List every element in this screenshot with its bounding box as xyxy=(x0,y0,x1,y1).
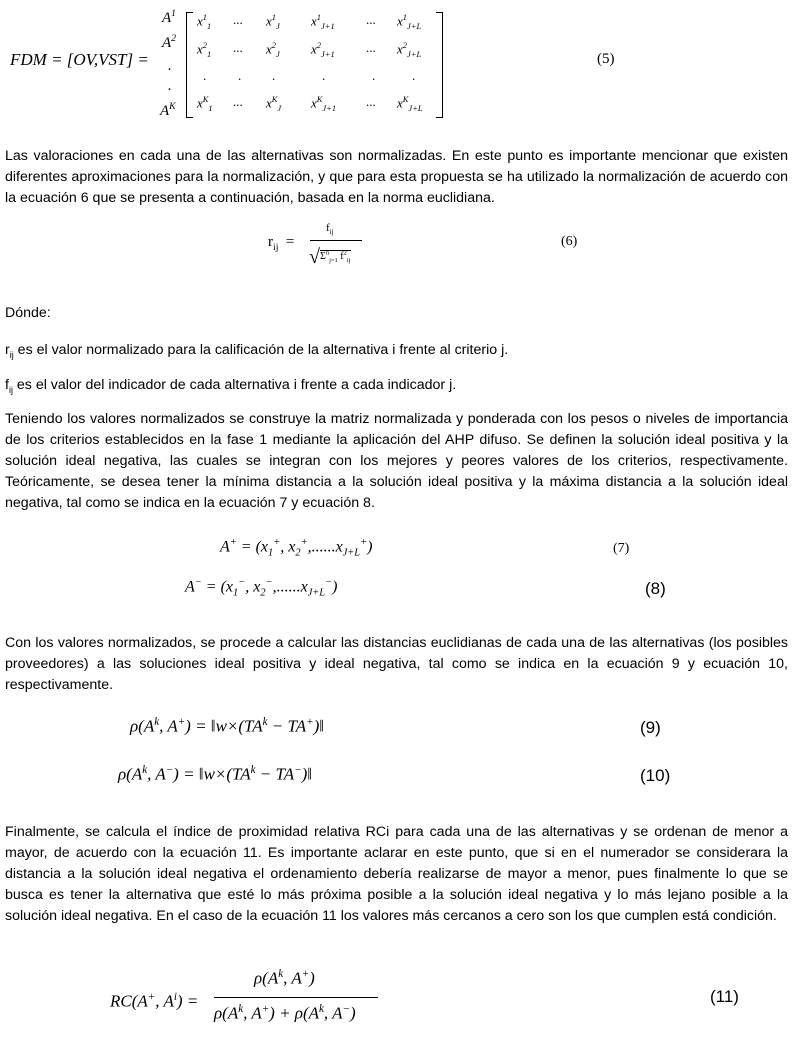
eq5-row-label: . xyxy=(168,78,172,94)
eq8-number: (8) xyxy=(645,579,666,598)
def-r-sub: ij xyxy=(9,349,14,360)
equation-9 xyxy=(0,712,795,746)
eq5-lhs: FDM = [OV,VST] = xyxy=(10,50,149,69)
eq11-numerator: $\rho(A^k$, A+) xyxy=(254,968,315,988)
eq5-number: (5) xyxy=(597,51,615,67)
donde-label: Dónde: xyxy=(5,305,51,321)
def-f-sub: ij xyxy=(8,384,13,395)
eq5-cell: $x^1_{J+1}$ xyxy=(311,12,335,31)
eq6-denominator: $√\Sigma^n_{j=1}$ $f^2_{ij}$ xyxy=(309,246,351,268)
eq8-formula: $A^- = (x_1^-$, $x_2^-,......x_{J+L}^-$) xyxy=(185,577,338,599)
eq5-row-label: $A^1$ xyxy=(162,8,177,26)
eq5-cell: . xyxy=(322,68,326,83)
eq10-number: (10) xyxy=(640,766,671,785)
eq7-number: (7) xyxy=(613,541,630,556)
eq5-cell: $x^K_J$ xyxy=(266,94,282,113)
eq11-number: (11) xyxy=(710,987,739,1006)
paragraph-relative-proximity: Finalmente, se calcula el índice de proximidad relativa RCi para cada una de las alternativas y se ordenan de menor a mayor, de acuerdo con la ecuación 11. Es importante aclarar en este punto, que si en el numerador se considerara la distancia a la solución ideal negativa el ordenamiento debería realizarse de mayor a menor, pues finalmente lo que se busca es tener la alternativa que esté lo más próxima posible a la solución ideal negativa y lo más lejano posible a la solución ideal negativa. En el caso de la ecuación 11 los valores más cercanos a cero son los que cumplen está condición. xyxy=(5,824,788,924)
eq5-cell: $x^1_1$ xyxy=(197,12,212,31)
eq5-cell: ... xyxy=(366,12,376,27)
def-r-symbol: r xyxy=(5,342,10,358)
eq5-cell: $x^K_{J+L}$ xyxy=(397,94,423,113)
eq5-row-label: $A^K$ xyxy=(160,101,176,119)
eq6-numerator: $f_{ij}$ xyxy=(326,222,334,237)
paragraph-euclidean-distances: Con los valores normalizados, se procede a calcular las distancias euclidianas de cada una de las alternativas (los posibles proveedores) a las soluciones ideal positiva y ideal negativa, tal como se indica en la ecuación 9 y ecuación 10, respectivamente. xyxy=(5,635,788,693)
def-r-text: es el valor normalizado para la calificación de la alternativa i frente al criterio j. xyxy=(13,342,509,358)
eq5-cell: $x^1_J$ xyxy=(266,12,280,31)
equation-7 xyxy=(0,533,795,567)
equation-8 xyxy=(0,573,795,607)
equation-6 xyxy=(0,218,795,278)
definition-f xyxy=(5,377,456,395)
eq5-cell: ... xyxy=(233,94,243,109)
def-f-symbol: f xyxy=(5,377,9,393)
eq5-cell: . xyxy=(272,68,276,83)
eq5-row-label: $A^2$ xyxy=(162,33,177,51)
eq11-denominator: $\rho(A^k$, $A^+) + \rho(A^k$, A−) xyxy=(214,1003,356,1023)
eq5-cell: . xyxy=(203,68,207,83)
eq5-cell: . xyxy=(412,68,416,83)
eq7-formula: $A^+ = (x_1^+$, $x_2^+,......x_{J+L}^+$) xyxy=(220,537,373,559)
equation-5 xyxy=(0,0,795,130)
eq6-fraction-bar xyxy=(310,240,362,241)
def-f-text: es el valor del indicador de cada alternativa i frente a cada indicador j. xyxy=(12,377,457,393)
eq5-cell: $x^1_{J+L}$ xyxy=(397,12,422,31)
eq6-number: (6) xyxy=(561,234,578,249)
eq5-cell: $x^2_{J+L}$ xyxy=(397,40,422,59)
eq11-fraction-bar xyxy=(214,997,378,998)
eq11-lhs: RC(A+, $A^i$) = xyxy=(110,991,199,1011)
eq5-cell: $x^K_{J+1}$ xyxy=(311,94,337,113)
eq5-cell: ... xyxy=(233,12,243,27)
eq5-cell: ... xyxy=(233,40,243,55)
eq9-formula: $\rho(A^k$, $A^+) = ‖w\times(TA^k$ − TA+)‖ xyxy=(130,716,325,736)
equation-10 xyxy=(0,760,795,794)
eq5-left-bracket xyxy=(186,12,193,118)
equation-11 xyxy=(0,965,795,1035)
eq5-cell: ... xyxy=(366,94,376,109)
eq10-formula: $\rho(A^k$, $A^-) = ‖w\times(TA^k$ − TA−)‖ xyxy=(118,764,313,784)
eq5-cell: . xyxy=(238,68,242,83)
eq5-row-label: . xyxy=(168,58,172,74)
definition-r xyxy=(5,342,508,360)
eq6-lhs: $r_{ij}$ = xyxy=(268,234,295,253)
eq5-cell: $x^2_1$ xyxy=(197,40,212,59)
eq9-number: (9) xyxy=(640,718,661,737)
eq5-cell: ... xyxy=(366,40,376,55)
paragraph-ideal-solutions: Teniendo los valores normalizados se construye la matriz normalizada y ponderada con los pesos o niveles de importancia de los criterios establecidos en la fase 1 mediante la aplicación del AHP difuso. Se definen la solución ideal positiva y la solución ideal negativa, las cuales se integran con los mejores y peores valores de los criterios, respectivamente. Teóricamente, se desea tener la mínima distancia a la solución ideal positiva y la máxima distancia a la solución ideal negativa, tal como se indica en la ecuación 7 y ecuación 8. xyxy=(5,411,788,511)
eq5-cell: $x^2_J$ xyxy=(266,40,280,59)
eq5-right-bracket xyxy=(436,12,443,118)
paragraph-normalization: Las valoraciones en cada una de las alternativas son normalizadas. En este punto es importante mencionar que existen diferentes aproximaciones para la normalización, y que para esta propuesta se ha utilizado la normalización de acuerdo con la ecuación 6 que se presenta a continuación, basada en la norma euclidiana. xyxy=(5,148,788,206)
eq5-cell: $x^K_1$ xyxy=(197,94,213,113)
eq5-cell: $x^2_{J+1}$ xyxy=(311,40,335,59)
eq5-cell: . xyxy=(372,68,376,83)
